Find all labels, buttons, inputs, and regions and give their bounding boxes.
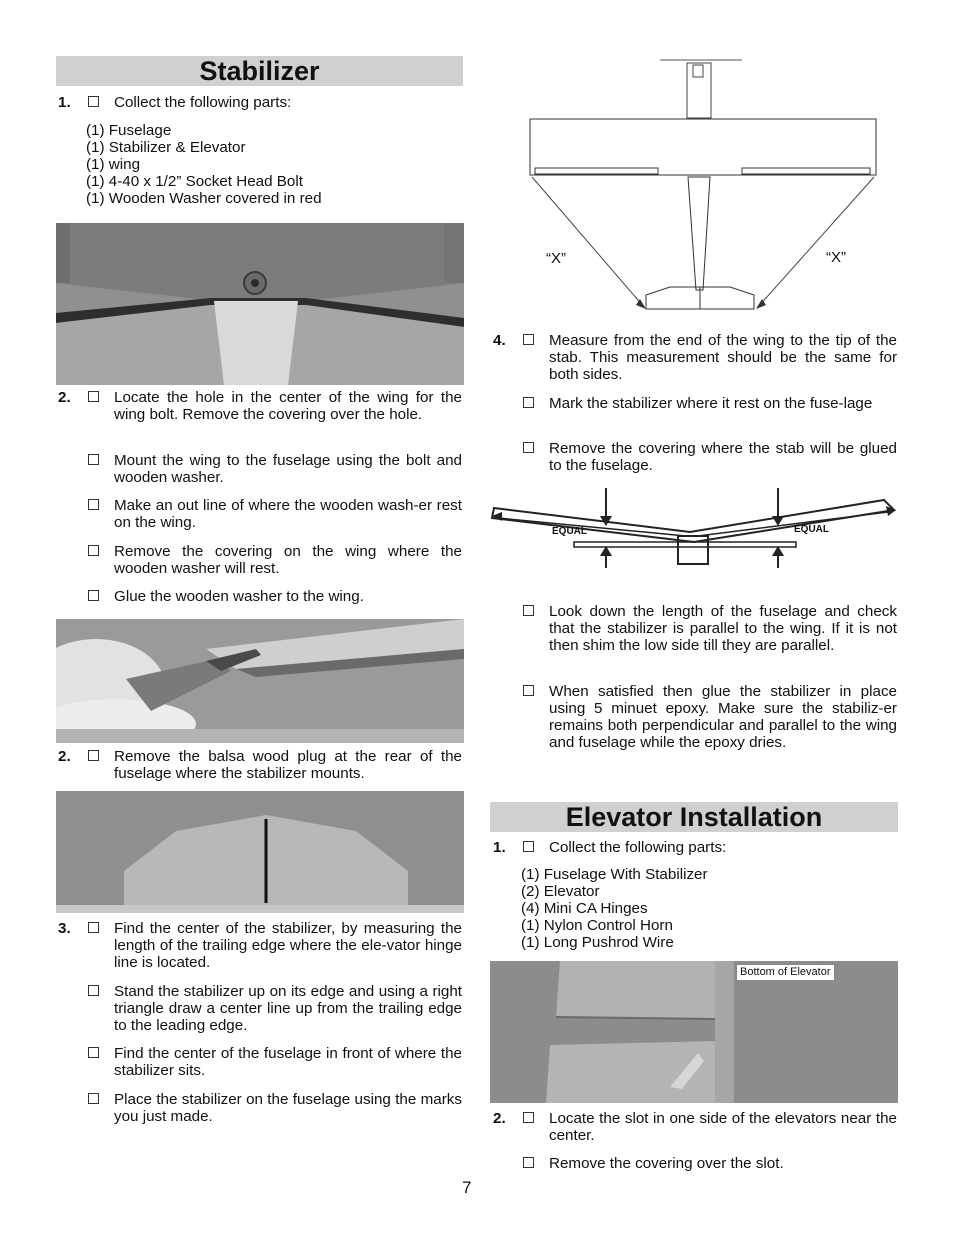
checkbox[interactable]: [88, 1047, 99, 1058]
elevator-photo-caption: Bottom of Elevator: [736, 964, 835, 981]
step-number: 2.: [493, 1110, 506, 1127]
step-number: 3.: [58, 920, 71, 937]
part-item: (2) Elevator: [521, 883, 600, 900]
step-4-glue-stabilizer: [493, 683, 897, 753]
wing-bolt-photo: [56, 223, 464, 385]
step-text: Locate the hole in the center of the wing for the wing bolt. Remove the covering over the hole.: [114, 389, 462, 423]
part-item: (1) wing: [86, 156, 141, 173]
part-item: (1) Fuselage With Stabilizer: [521, 866, 708, 883]
checkbox[interactable]: [88, 545, 99, 556]
parts-list: [86, 122, 322, 207]
page-number: 7: [462, 1178, 472, 1197]
part-item: (1) 4-40 x 1/2” Socket Head Bolt: [86, 173, 303, 190]
equal-label-right: EQUAL: [794, 524, 829, 535]
checkbox[interactable]: [523, 1112, 534, 1123]
elevator-installation-title: Elevator Installation: [490, 802, 898, 832]
step-4-remove-covering: [493, 440, 897, 476]
step-1-collect-parts: [58, 94, 462, 112]
checkbox[interactable]: [523, 605, 534, 616]
x-label-left: “X”: [546, 250, 566, 267]
step-number: 2.: [58, 748, 71, 765]
equal-dihedral-diagram: [490, 488, 900, 570]
step-2-remove-covering: [58, 543, 462, 579]
step-number: 2.: [58, 389, 71, 406]
stabilizer-centerline-photo: [56, 791, 464, 913]
step-2-glue-washer: [58, 588, 462, 606]
step-2-locate-hole: [58, 389, 462, 441]
step-text: Place the stabilizer on the fuselage using the marks you just made.: [114, 1091, 462, 1125]
step-text: Find the center of the fuselage in front of where the stabilizer sits.: [114, 1045, 462, 1079]
step-3-draw-centerline: [58, 983, 462, 1035]
step-3-find-fuselage-center: [58, 1045, 462, 1081]
checkbox[interactable]: [523, 334, 534, 345]
checkbox[interactable]: [88, 750, 99, 761]
wing-stab-alignment-diagram: [520, 55, 890, 315]
checkbox[interactable]: [523, 685, 534, 696]
part-item: (1) Fuselage: [86, 122, 172, 139]
step-number: 1.: [493, 839, 506, 856]
checkbox[interactable]: [88, 590, 99, 601]
checkbox[interactable]: [88, 922, 99, 933]
elevator-bottom-photo: [490, 961, 898, 1103]
step-4-mark-stabilizer: [493, 395, 897, 431]
checkbox[interactable]: [523, 442, 534, 453]
step-text: Remove the covering where the stab will be glued to the fuselage.: [549, 440, 897, 474]
checkbox[interactable]: [523, 841, 534, 852]
step-text: Glue the wooden washer to the wing.: [114, 588, 364, 605]
checkbox[interactable]: [88, 96, 99, 107]
part-item: (1) Wooden Washer covered in red: [86, 190, 322, 207]
step-3-place-stabilizer: [58, 1091, 462, 1127]
step-2-outline-washer: [58, 497, 462, 533]
step-text: Mark the stabilizer where it rest on the fuse-lage: [549, 395, 873, 412]
checkbox[interactable]: [88, 985, 99, 996]
checkbox[interactable]: [88, 1093, 99, 1104]
part-item: (1) Long Pushrod Wire: [521, 934, 674, 951]
elevator-step-1-collect-parts: [493, 839, 897, 857]
step-2-remove-plug: [58, 748, 462, 784]
elevator-step-2-locate-slot: [493, 1110, 897, 1146]
step-text: Find the center of the stabilizer, by measuring the length of the trailing edge where the ele-vator hinge line is located.: [114, 920, 462, 971]
x-label-right: “X”: [826, 249, 846, 266]
equal-label-left: EQUAL: [552, 526, 587, 537]
elevator-parts-list: [521, 866, 708, 951]
step-2-mount-wing: [58, 452, 462, 488]
checkbox[interactable]: [88, 391, 99, 402]
step-4-look-down: [493, 603, 897, 673]
part-item: (1) Nylon Control Horn: [521, 917, 673, 934]
step-text: When satisfied then glue the stabilizer in place using 5 minuet epoxy. Make sure the stabiliz-er remains both perpendicular and parallel to the wing and fuselage while the epoxy dries.: [549, 683, 897, 751]
step-text: Make an out line of where the wooden wash-er rest on the wing.: [114, 497, 462, 531]
step-text: Collect the following parts:: [114, 94, 292, 111]
step-text: Locate the slot in one side of the elevators near the center.: [549, 1110, 897, 1144]
step-text: Mount the wing to the fuselage using the bolt and wooden washer.: [114, 452, 462, 486]
step-text: Collect the following parts:: [549, 839, 727, 856]
checkbox[interactable]: [523, 1157, 534, 1168]
elevator-step-2-remove-covering: [493, 1155, 897, 1173]
checkbox[interactable]: [88, 454, 99, 465]
step-number: 1.: [58, 94, 71, 111]
step-3-find-center: [58, 920, 462, 972]
stabilizer-title: Stabilizer: [56, 56, 463, 86]
step-4-measure: [493, 332, 897, 384]
step-text: Remove the covering over the slot.: [549, 1155, 784, 1172]
step-text: Look down the length of the fuselage and check that the stabilizer is parallel to the wing. If it is not then shim the low side till they are parallel.: [549, 603, 897, 654]
checkbox[interactable]: [523, 397, 534, 408]
checkbox[interactable]: [88, 499, 99, 510]
step-text: Stand the stabilizer up on its edge and using a right triangle draw a center line up from the trailing edge to the leading edge.: [114, 983, 462, 1034]
step-number: 4.: [493, 332, 506, 349]
step-text: Remove the covering on the wing where the wooden washer will rest.: [114, 543, 462, 577]
part-item: (1) Stabilizer & Elevator: [86, 139, 246, 156]
step-text: Remove the balsa wood plug at the rear of the fuselage where the stabilizer mounts.: [114, 748, 462, 782]
step-text: Measure from the end of the wing to the tip of the stab. This measurement should be the same for both sides.: [549, 332, 897, 383]
balsa-plug-photo: [56, 619, 464, 743]
part-item: (4) Mini CA Hinges: [521, 900, 648, 917]
